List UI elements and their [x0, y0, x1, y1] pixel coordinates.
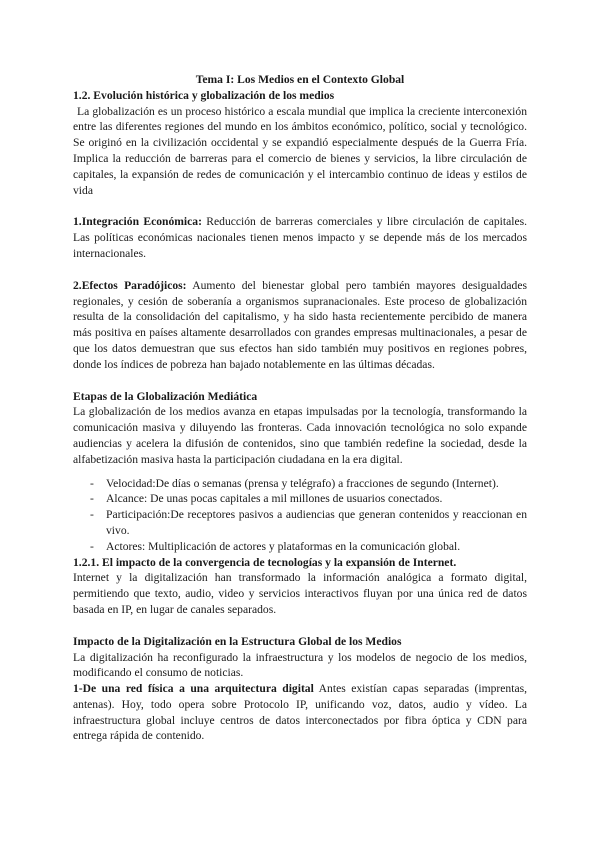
list-item: - Participación:De receptores pasivos a audiencias que generan contenidos y reaccionan en vivo.	[73, 507, 527, 539]
point-1-label: 1.Integración Económica:	[73, 215, 202, 229]
document-title: Tema I: Los Medios en el Contexto Global	[195, 73, 405, 86]
digital-impact-paragraph: La digitalización ha reconfigurado la infraestructura y los modelos de negocio de los medios, modificando el consumo de noticias.	[73, 650, 527, 680]
digital-point-1-text: Antes existían capas separadas (imprentas, antenas). Hoy, todo opera sobre Protocolo IP, unificando voz, datos, audio y vídeo. La infraestructura global incluye centros de datos interconectados por fibra óptica y CDN para entrega rápida de contenido.	[73, 682, 528, 743]
stages-list	[73, 476, 527, 555]
spacer	[73, 262, 527, 278]
spacer	[73, 618, 527, 634]
stages-heading: Etapas de la Globalización Mediática	[73, 389, 258, 403]
point-1-paragraph	[73, 214, 527, 261]
digital-point-1-paragraph	[73, 681, 527, 744]
list-item: - Velocidad:De días o semanas (prensa y telégrafo) a fracciones de segundo (Internet).	[73, 476, 527, 492]
list-item: - Actores: Multiplicación de actores y plataformas en la comunicación global.	[73, 539, 527, 555]
spacer	[73, 198, 527, 214]
digital-impact-heading: Impacto de la Digitalización en la Estructura Global de los Medios	[73, 634, 402, 648]
document-body	[73, 72, 527, 744]
point-2-label: 2.Efectos Paradójicos:	[73, 278, 187, 292]
section-heading-1-2-1: 1.2.1. El impacto de la convergencia de tecnologías y la expansión de Internet.	[73, 555, 457, 569]
convergence-paragraph: Internet y la digitalización han transformado la información analógica a formato digital, permitiendo que texto, audio, video y servicios interactivos fluyan por una única red de datos basada en IP, en lugar de canales separados.	[73, 571, 527, 616]
section-heading-1-2: 1.2. Evolución histórica y globalización de los medios	[73, 88, 335, 102]
intro-paragraph: La globalización es un proceso histórico a escala mundial que implica la creciente interconexión entre las diferentes regiones del mundo en los ámbitos económico, político, social y tecnológico. Se originó en la civilización occidental y se expandió especialmente después de la Guerra Fría. Implica la reducción de barreras para el comercio de bienes y servicios, la libre circulación de capitales, la expansión de redes de comunicación y el intercambio continuo de ideas y estilos de vida	[73, 104, 527, 197]
point-2-text: Aumento del bienestar global pero también mayores desigualdades regionales, y cesión de soberanía a organismos supranacionales. Este proceso de globalización resulta de la consolidación del capitalismo, y ha sido hasta recientemente percibido de manera más positiva en países altamente desarrollados con grandes empresas multinacionales, a pesar de que los datos demuestran que sus efectos han sido también muy positivos en regiones pobres, donde los índices de pobreza han bajado notablemente en las últimas décadas.	[73, 278, 527, 371]
list-item: - Alcance: De unas pocas capitales a mil millones de usuarios conectados.	[73, 491, 527, 507]
stages-paragraph: La globalización de los medios avanza en etapas impulsadas por la tecnología, transformando la comunicación masiva y diluyendo las fronteras. Cada innovación tecnológica no solo expande audiencias y acelera la difusión de contenidos, sino que también redefine la sociedad, desde la alfabetización masiva hasta la participación ciudadana en la era digital.	[73, 405, 527, 466]
digital-point-1-label: 1-De una red física a una arquitectura digital	[73, 682, 314, 696]
spacer	[73, 468, 527, 476]
spacer	[73, 373, 527, 389]
point-2-paragraph	[73, 278, 527, 373]
point-1-text: Reducción de barreras comerciales y libre circulación de capitales. Las políticas económicas nacionales tienen menos impacto y se depende más de los mercados internacionales.	[73, 215, 528, 260]
